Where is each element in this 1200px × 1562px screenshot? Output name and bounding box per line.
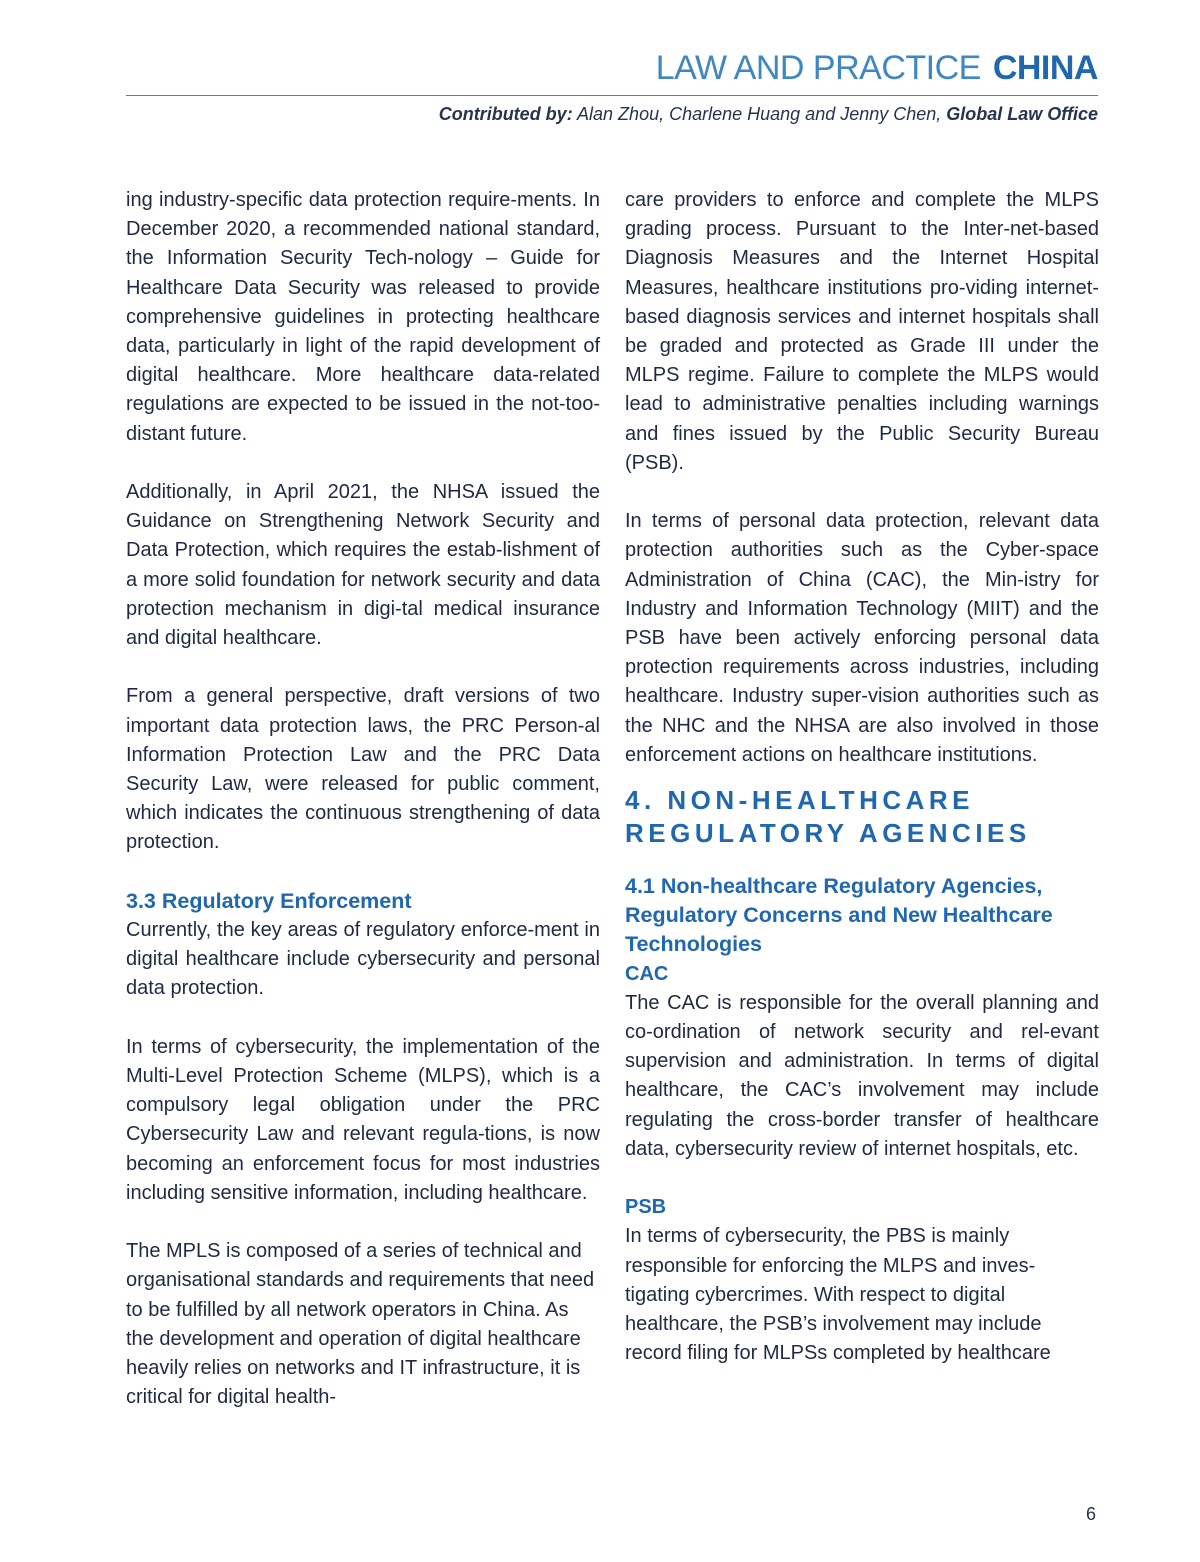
contributors-line (439, 102, 1098, 126)
right-paragraph-psb: In terms of cybersecurity, the PBS is mainly responsible for enforcing the MLPS and inves-tigating cybercrimes. With respect to digital healthcare, the PSB’s involvement may include record filing for MLPSs completed by healthcare (625, 1225, 1051, 1365)
header-country-name: CHINA (992, 49, 1098, 87)
subheading-psb: PSB (625, 1196, 667, 1219)
right-column (625, 186, 1099, 1368)
left-paragraph-1: ing industry-specific data protection require-ments. In December 2020, a recommended national standard, the Information Security Tech-nology – Guide for Healthcare Data Security was released to provide comprehensive guidelines in protecting healthcare data, particularly in light of the rapid development of digital healthcare. More healthcare data-related regulations are expected to be issued in the not-too-distant future. (126, 189, 600, 445)
heading-3-3-regulatory-enforcement: 3.3 Regulatory Enforcement (126, 888, 412, 913)
left-paragraph-3: From a general perspective, draft versions of two important data protection laws, the PRC Person-al Information Protection Law and the PRC Data Security Law, were released for public comment, which indicates the continuous strengthening of data protection. (126, 685, 600, 854)
heading-4-1-agencies-concerns: 4.1 Non-healthcare Regulatory Agencies, Regulatory Concerns and New Healthcare Technologies (625, 874, 1053, 957)
left-column (126, 186, 600, 1412)
law-firm-name: Global Law Office (946, 104, 1098, 124)
left-paragraph-5: In terms of cybersecurity, the implementation of the Multi-Level Protection Scheme (MLPS), which is a compulsory legal obligation under the PRC Cybersecurity Law and relevant regula-tions, is now becoming an enforcement focus for most industries including sensitive information, including healthcare. (126, 1035, 600, 1204)
page-number: 6 (1085, 1504, 1096, 1524)
left-paragraph-4: Currently, the key areas of regulatory enforce-ment in digital healthcare include cybersecurity and personal data protection. (126, 919, 600, 1000)
right-paragraph-2: In terms of personal data protection, relevant data protection authorities such as the Cyber-space Administration of China (CAC), the Min-istry for Industry and Information Technology (MIIT) and the PSB have been actively enforcing personal data protection requirements across industries, including healthcare. Industry super-vision authorities such as the NHC and the NHSA are also involved in those enforcement actions on healthcare institutions. (625, 510, 1099, 766)
left-paragraph-2: Additionally, in April 2021, the NHSA issued the Guidance on Strengthening Network Security and Data Protection, which requires the estab-lishment of a more solid foundation for network security and data protection mechanism in digi-tal medical insurance and digital healthcare. (126, 481, 600, 650)
header-section-name: LAW AND PRACTICE (655, 49, 981, 87)
subheading-cac: CAC (625, 962, 669, 985)
header-divider (126, 95, 1098, 96)
left-paragraph-6: The MPLS is composed of a series of technical and organisational standards and requirements that need to be fulfilled by all network operators in China. As the development and operation of digital healthcare heavily relies on networks and IT infrastructure, it is critical for digital health- (126, 1240, 595, 1409)
contributor-names: Alan Zhou, Charlene Huang and Jenny Chen, (577, 104, 942, 124)
running-header-title (656, 48, 1098, 88)
right-paragraph-cac: The CAC is responsible for the overall planning and co-ordination of network security and rel-evant supervision and administration. In terms of digital healthcare, the CAC’s involvement may include regulating the cross-border transfer of healthcare data, cybersecurity review of internet hospitals, etc. (625, 991, 1099, 1160)
heading-4-non-healthcare-agencies: 4. NON-HEALTHCARE REGULATORY AGENCIES (625, 785, 1031, 849)
right-paragraph-1: care providers to enforce and complete the MLPS grading process. Pursuant to the Inter-net-based Diagnosis Measures and the Internet Hospital Measures, healthcare institutions pro-viding internet-based diagnosis services and internet hospitals shall be graded and protected as Grade III under the MLPS regime. Failure to complete the MLPS would lead to administrative penalties including warnings and fines issued by the Public Security Bureau (PSB). (625, 189, 1099, 474)
contributed-by-label: Contributed by: (438, 104, 573, 124)
